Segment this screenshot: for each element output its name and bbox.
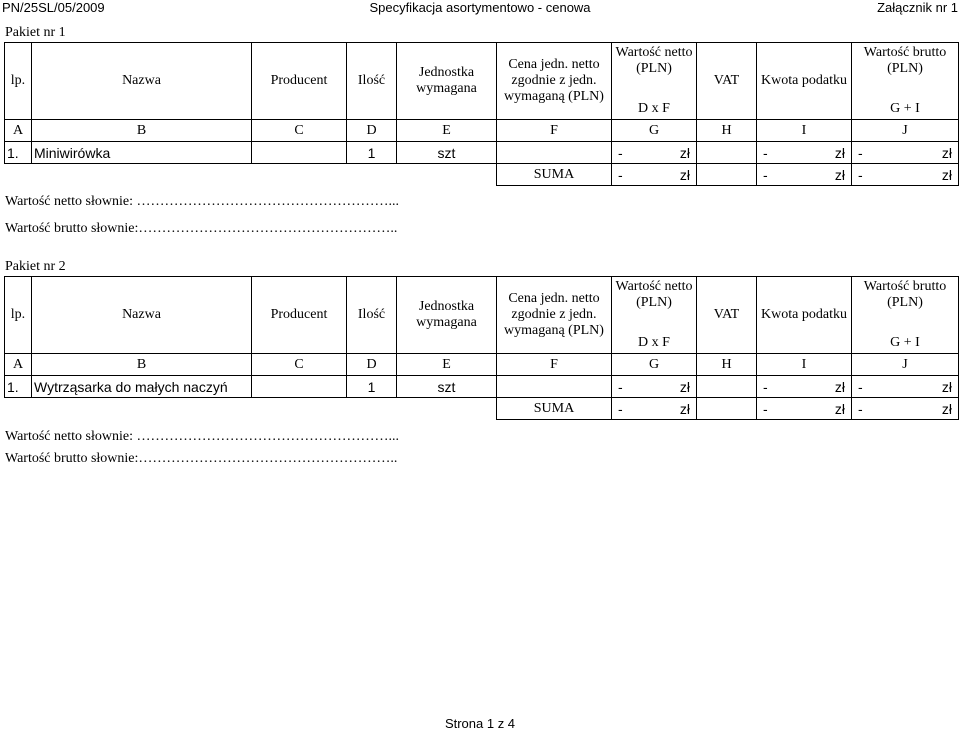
col-producent: Producent (252, 43, 347, 120)
suma-netto: - zł (612, 164, 697, 186)
attachment-label: Załącznik nr 1 (877, 0, 958, 15)
col-vat: VAT (697, 277, 757, 354)
letter-e: E (397, 120, 497, 142)
col-cena: Cena jedn. netto zgodnie z jedn. wymaganą (PLN) (497, 43, 612, 120)
letter-g: G (612, 354, 697, 376)
item-wartosc-netto: - zł (612, 142, 697, 164)
spec-table (4, 42, 959, 186)
wartosc-netto-formula: D x F (638, 101, 670, 116)
col-wartosc-netto (612, 277, 697, 354)
col-kwota: Kwota podatku (757, 277, 852, 354)
item-ilosc: 1 (347, 142, 397, 164)
letter-d: D (347, 354, 397, 376)
table-row (5, 376, 959, 398)
letter-i: I (757, 120, 852, 142)
item-cena (497, 376, 612, 398)
item-jednostka: szt (397, 142, 497, 164)
suma-row (5, 164, 959, 186)
col-cena: Cena jedn. netto zgodnie z jedn. wymaganą (PLN) (497, 277, 612, 354)
item-kwota: - zł (757, 376, 852, 398)
item-cena (497, 142, 612, 164)
letter-b: B (32, 120, 252, 142)
col-nazwa: Nazwa (32, 277, 252, 354)
wartosc-netto-label: Wartość netto (PLN) (615, 45, 693, 76)
col-jednostka: Jednostka wymagana (397, 43, 497, 120)
item-vat (697, 142, 757, 164)
spec-table (4, 276, 959, 420)
item-nazwa: Miniwirówka (32, 142, 252, 164)
letter-i: I (757, 354, 852, 376)
wartosc-brutto-label: Wartość brutto (PLN) (863, 45, 947, 76)
item-wartosc-brutto: - zł (852, 142, 959, 164)
letter-c: C (252, 354, 347, 376)
letter-a: A (5, 354, 32, 376)
document-title: Specyfikacja asortymentowo - cenowa (369, 0, 591, 15)
letters-row (5, 354, 959, 376)
suma-brutto: - zł (852, 398, 959, 420)
col-nazwa: Nazwa (32, 43, 252, 120)
wartosc-brutto-formula: G + I (890, 101, 920, 116)
item-lp: 1. (5, 376, 32, 398)
suma-brutto: - zł (852, 164, 959, 186)
col-wartosc-brutto (852, 43, 959, 120)
col-ilosc: Ilość (347, 277, 397, 354)
wartosc-brutto-label: Wartość brutto (PLN) (863, 279, 947, 310)
col-kwota: Kwota podatku (757, 43, 852, 120)
item-wartosc-brutto: - zł (852, 376, 959, 398)
document-reference: PN/25SL/05/2009 (2, 0, 105, 15)
col-producent: Producent (252, 277, 347, 354)
col-lp: lp. (5, 277, 32, 354)
item-producent (252, 142, 347, 164)
suma-netto: - zł (612, 398, 697, 420)
item-ilosc: 1 (347, 376, 397, 398)
item-producent (252, 376, 347, 398)
header-row (5, 43, 959, 120)
item-nazwa: Wytrząsarka do małych naczyń (32, 376, 252, 398)
brutto-slownie: Wartość brutto słownie:……………………………………………….. (5, 221, 398, 236)
letter-h: H (697, 354, 757, 376)
item-jednostka: szt (397, 376, 497, 398)
letter-j: J (852, 354, 959, 376)
header-row (5, 277, 959, 354)
col-ilosc: Ilość (347, 43, 397, 120)
suma-vat (697, 164, 757, 186)
letter-c: C (252, 120, 347, 142)
col-vat: VAT (697, 43, 757, 120)
suma-row (5, 398, 959, 420)
suma-kwota: - zł (757, 398, 852, 420)
letter-e: E (397, 354, 497, 376)
letter-f: F (497, 120, 612, 142)
letter-b: B (32, 354, 252, 376)
col-lp: lp. (5, 43, 32, 120)
letter-d: D (347, 120, 397, 142)
wartosc-brutto-formula: G + I (890, 335, 920, 350)
letters-row (5, 120, 959, 142)
letter-g: G (612, 120, 697, 142)
wartosc-netto-label: Wartość netto (PLN) (615, 279, 693, 310)
col-jednostka: Jednostka wymagana (397, 277, 497, 354)
col-wartosc-brutto (852, 277, 959, 354)
suma-label: SUMA (497, 164, 612, 186)
item-vat (697, 376, 757, 398)
item-kwota: - zł (757, 142, 852, 164)
letter-a: A (5, 120, 32, 142)
table-row (5, 142, 959, 164)
pakiet-title: Pakiet nr 1 (5, 25, 66, 40)
suma-kwota: - zł (757, 164, 852, 186)
page-number: Strona 1 z 4 (444, 716, 516, 731)
item-lp: 1. (5, 142, 32, 164)
letter-f: F (497, 354, 612, 376)
letter-j: J (852, 120, 959, 142)
pakiet-title: Pakiet nr 2 (5, 259, 66, 274)
suma-label: SUMA (497, 398, 612, 420)
wartosc-netto-formula: D x F (638, 335, 670, 350)
brutto-slownie: Wartość brutto słownie:……………………………………………….. (5, 451, 398, 466)
suma-vat (697, 398, 757, 420)
col-wartosc-netto (612, 43, 697, 120)
item-wartosc-netto: - zł (612, 376, 697, 398)
netto-slownie: Wartość netto słownie: ………………………………………………... (5, 194, 399, 209)
netto-slownie: Wartość netto słownie: ………………………………………………... (5, 429, 399, 444)
letter-h: H (697, 120, 757, 142)
